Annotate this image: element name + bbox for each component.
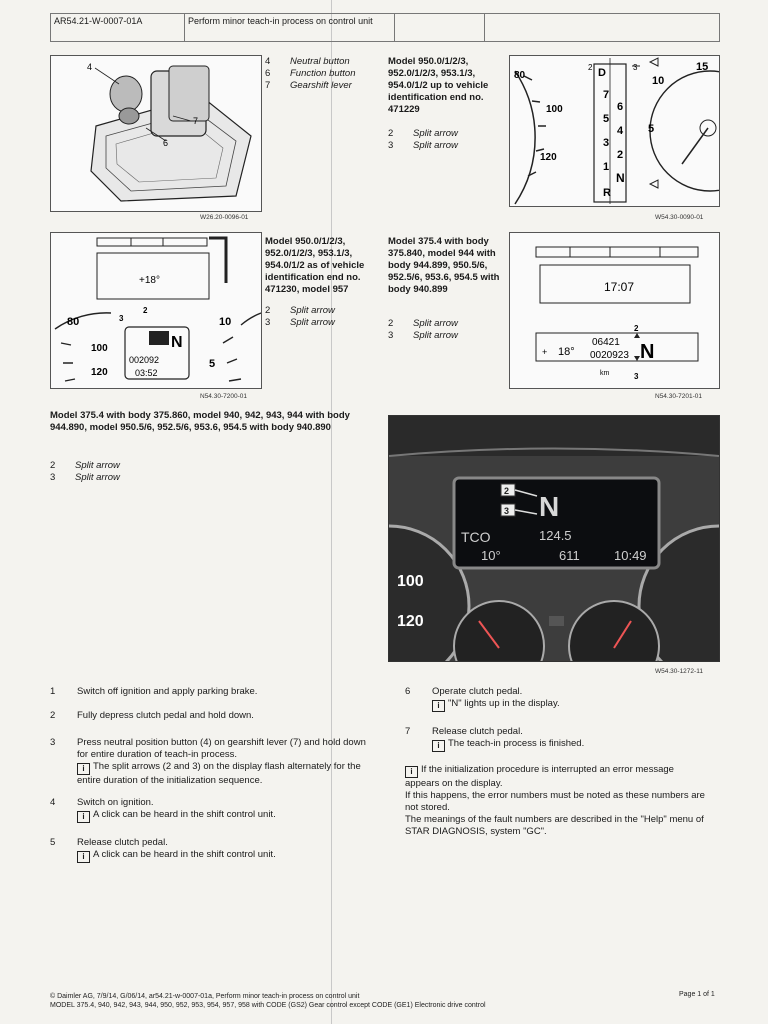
svg-text:N: N [616,171,625,185]
info-icon: i [77,763,90,775]
svg-text:80: 80 [67,316,80,328]
svg-text:5: 5 [648,123,655,135]
footer [50,992,650,1010]
svg-text:10:49: 10:49 [614,548,647,563]
svg-text:10: 10 [219,316,232,328]
info-icon: i [77,811,90,823]
step-6: 6 Operate clutch pedal. i "N" lights up in the display. [405,686,560,710]
svg-text:D: D [598,67,606,79]
svg-text:15: 15 [696,61,709,73]
svg-text:120: 120 [397,613,424,630]
svg-text:03:52: 03:52 [135,368,158,378]
legend-item: 2 Split arrow [388,318,458,329]
footer-copyright: © Daimler AG, 7/9/14, G/06/14, ar54.21-w-0007-01a, Perform minor teach-in process on control unit [50,993,360,1000]
legend-item: 6 Function button [265,68,356,79]
document-header [50,13,720,42]
svg-text:1: 1 [603,161,610,173]
cluster-drawing [510,56,719,206]
legend-item: 3 Split arrow [388,330,458,341]
callout-label: 7 [193,116,199,126]
cluster-drawing [51,233,261,388]
figure1-legend [265,56,385,92]
svg-text:3: 3 [633,63,638,72]
figure-caption: W54.30-0090-01 [655,214,704,221]
legend-item: 4 Neutral button [265,56,350,67]
scan-fold-line [331,0,332,1024]
figure2-legend [388,128,503,152]
info-icon: i [77,851,90,863]
legend-item: 2 Split arrow [50,460,120,471]
svg-text:120: 120 [540,152,557,163]
cluster-display-944-figure [509,232,720,389]
svg-text:124.5: 124.5 [539,528,572,543]
svg-text:10: 10 [652,75,665,87]
footer-models: MODEL 375.4, 940, 942, 943, 944, 950, 952, 953, 954, 957, 958 with CODE (GS2) Gear control except CODE (GE1) Electronic drive control [50,1002,486,1009]
svg-text:100: 100 [397,573,424,590]
figure-caption: W54.30-1272-11 [655,668,703,675]
svg-text:100: 100 [91,343,108,354]
svg-text:2: 2 [504,486,510,496]
callout-label: 4 [87,62,93,72]
svg-text:6: 6 [617,101,624,113]
cluster-display-957-figure [50,232,262,389]
figure3-model-text: Model 950.0/1/2/3, 952.0/1/2/3, 953.1/3, 954.0/1/2 as of vehicle identification end no. 471230, model 957 [265,236,365,295]
gearshift-lever-figure [50,55,262,212]
figure4-legend [388,318,503,342]
cluster-photo-figure [388,415,720,662]
svg-text:611: 611 [559,548,580,563]
doc-title: Perform minor teach-in process on control unit [185,14,395,41]
header-empty-cell [485,14,719,41]
figure-caption: N54.30-7201-01 [655,393,702,400]
svg-text:0020923: 0020923 [590,350,629,361]
svg-text:+: + [542,347,548,357]
figure5-model-text: Model 375.4 with body 375.860, model 940, 942, 943, 944 with body 944.890, model 950.5/6, 952.5/6, 953.6, 954.5 with body 940.890 [50,410,350,433]
legend-item: 3 Split arrow [265,317,335,328]
callout-label: 6 [163,138,169,148]
svg-text:5: 5 [209,358,216,370]
figure-caption: W26.20-0096-01 [200,214,249,221]
page-number: Page 1 of 1 [679,991,715,998]
svg-text:R: R [603,187,611,199]
step-3: 3 Press neutral position button (4) on gearshift lever (7) and hold down for entire duration of teach-in process. i The split arrows (2 and 3) on the display flash alternately for the entire duration of the initialization sequence. [50,737,366,786]
figure2-model-text: Model 950.0/1/2/3, 952.0/1/2/3, 953.1/3, 954.0/1/2 up to vehicle identification end no. 471229 [388,56,489,115]
legend-item: 7 Gearshift lever [265,80,352,91]
note-block: i If the initialization procedure is interrupted an error message appears on the display. If this happens, the error numbers must be noted as these numbers are not stored. The meanings of the fault numbers are described in the "Help" menu of STAR DIAGNOSIS, system "GC". [405,764,705,837]
svg-text:3: 3 [634,372,639,381]
svg-text:4: 4 [617,125,624,137]
figure3-legend [265,305,380,329]
step-5: 5 Release clutch pedal. i A click can be heard in the shift control unit. [50,837,276,861]
svg-text:002092: 002092 [129,355,160,365]
svg-text:80: 80 [514,70,526,81]
cluster-gear-indicator-figure [509,55,720,207]
svg-text:+18°: +18° [139,275,160,286]
step-7: 7 Release clutch pedal. i The teach-in process is finished. [405,726,585,750]
svg-text:N: N [539,491,560,522]
legend-item: 2 Split arrow [265,305,335,316]
svg-text:2: 2 [634,324,639,333]
svg-text:18°: 18° [558,346,575,358]
info-icon: i [432,700,445,712]
cluster-photo [389,416,719,661]
svg-text:120: 120 [91,367,108,378]
svg-text:3: 3 [603,137,610,149]
svg-text:100: 100 [546,104,563,115]
figure-caption: N54.30-7200-01 [200,393,247,400]
svg-text:5: 5 [603,113,610,125]
svg-text:2: 2 [143,306,148,315]
svg-text:3: 3 [119,314,124,323]
svg-text:3: 3 [504,506,510,516]
info-icon: i [432,740,445,752]
svg-text:TCO: TCO [461,529,491,545]
svg-text:06421: 06421 [592,337,620,348]
svg-text:7: 7 [603,89,610,101]
header-empty-cell [395,14,485,41]
legend-item: 2 Split arrow [388,128,458,139]
svg-text:N: N [171,334,183,351]
doc-id: AR54.21-W-0007-01A [51,14,185,41]
figure4-model-text: Model 375.4 with body 375.840, model 944 with body 944.899, 950.5/6, 952.5/6, 953.6, 954.5 with body 940.899 [388,236,500,295]
legend-item: 3 Split arrow [50,472,120,483]
figure5-legend [50,460,200,484]
svg-text:N: N [640,341,655,363]
cluster-drawing [510,233,719,388]
svg-text:10°: 10° [481,548,501,563]
svg-text:17:07: 17:07 [604,280,635,294]
svg-text:2: 2 [617,149,624,161]
svg-text:2: 2 [588,63,593,72]
gearshift-lever-drawing [51,56,261,211]
svg-text:km: km [600,370,610,377]
legend-item: 3 Split arrow [388,140,458,151]
info-icon: i [405,766,418,778]
step-4: 4 Switch on ignition. i A click can be heard in the shift control unit. [50,797,276,821]
